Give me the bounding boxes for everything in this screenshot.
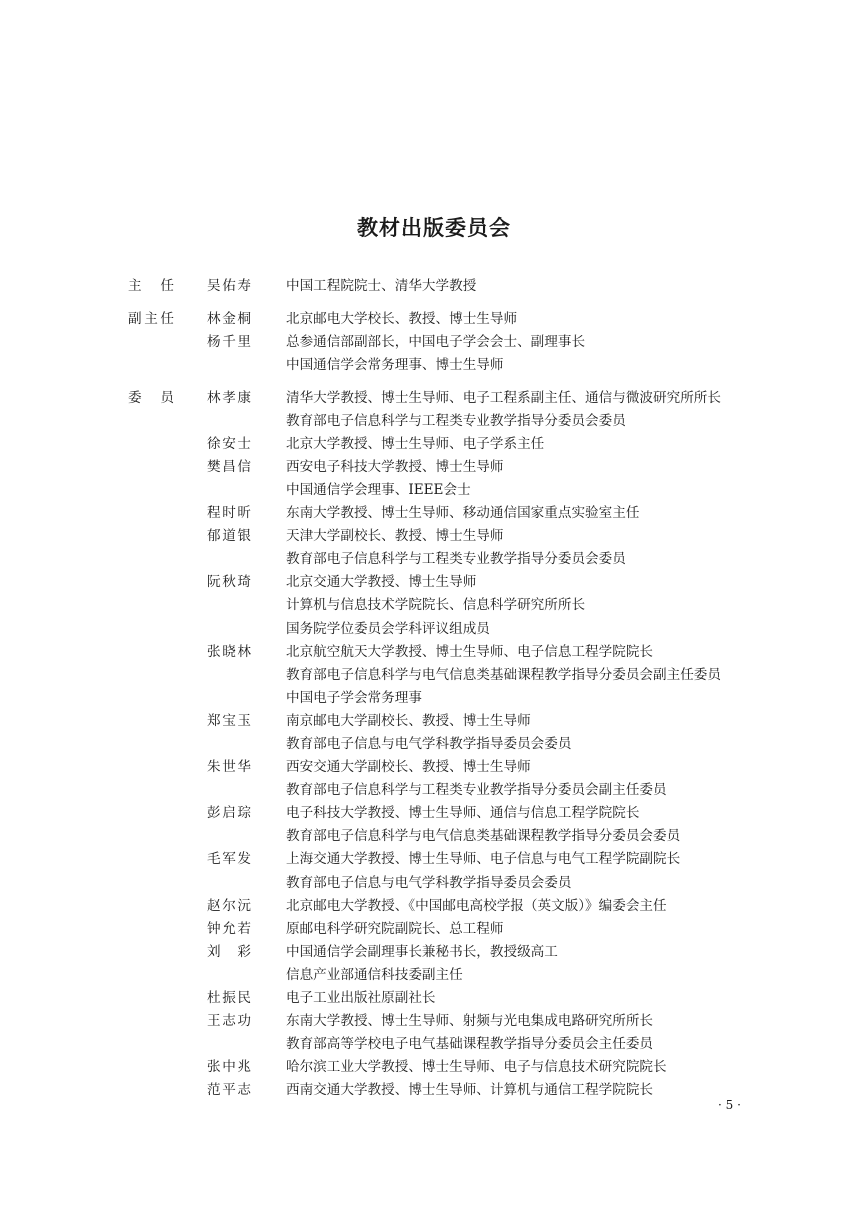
member-position: 中国通信学会副理事长兼秘书长，教授级高工: [286, 943, 558, 960]
committee-group: [0, 308, 868, 377]
member-name: 林孝康: [207, 389, 251, 406]
member-position: 上海交通大学教授、博士生导师、电子信息与电气工程学院副院长: [286, 851, 681, 868]
member-row: [0, 594, 868, 617]
member-name: 张晓林: [207, 643, 251, 660]
member-position: 原邮电科学研究院副院长、总工程师: [286, 920, 504, 937]
member-row: [0, 618, 868, 641]
member-position: 西安交通大学副校长、教授、博士生导师: [286, 759, 531, 776]
member-name: 樊昌信: [207, 458, 251, 475]
member-row: [0, 387, 868, 410]
member-row: [0, 918, 868, 941]
member-position: 东南大学教授、博士生导师、射频与光电集成电路研究所所长: [286, 1013, 654, 1030]
member-row: [0, 502, 868, 525]
member-position: 清华大学教授、博士生导师、电子工程系副主任、通信与微波研究所所长: [286, 389, 721, 406]
member-name: 阮秋琦: [207, 574, 251, 591]
member-name: 范平志: [207, 1082, 251, 1099]
member-position: 北京交通大学教授、博士生导师: [286, 574, 477, 591]
member-row: [0, 710, 868, 733]
member-name: 程时昕: [207, 505, 251, 522]
member-name: 郁道银: [207, 528, 251, 545]
member-name: 刘彩: [207, 943, 251, 960]
member-row: [0, 895, 868, 918]
member-position: 南京邮电大学副校长、教授、博士生导师: [286, 712, 531, 729]
member-row: [0, 848, 868, 871]
member-position: 中国工程院院士、清华大学教授: [286, 278, 477, 294]
member-name: 杨千里: [207, 333, 251, 350]
member-position: 天津大学副校长、教授、博士生导师: [286, 528, 504, 545]
member-position: 中国通信学会理事、IEEE会士: [286, 481, 471, 498]
member-position: 教育部电子信息科学与工程类专业教学指导分委员会委员: [286, 412, 626, 429]
member-position: 总参通信部副部长，中国电子学会会士、副理事长: [286, 333, 586, 350]
member-name: 毛军发: [207, 851, 251, 868]
page-title: 教材出版委员会: [357, 216, 511, 240]
member-name: 王志功: [207, 1013, 251, 1030]
member-row: [0, 1056, 868, 1079]
member-name: 赵尔沅: [207, 897, 251, 914]
member-row: [0, 802, 868, 825]
member-name: 彭启琮: [207, 805, 251, 822]
member-name: 钟允若: [207, 920, 251, 937]
member-name: 徐安士: [207, 435, 251, 452]
role-label: 委员: [128, 389, 174, 406]
member-position: 电子科技大学教授、博士生导师、通信与信息工程学院院长: [286, 805, 640, 822]
member-row: [0, 308, 868, 331]
member-position: 北京邮电大学教授、《中国邮电高校学报（英文版）》编委会主任: [286, 897, 667, 914]
member-row: [0, 433, 868, 456]
member-row: [0, 479, 868, 502]
member-name: 杜振民: [207, 990, 251, 1006]
member-row: [0, 525, 868, 548]
member-row: [0, 1010, 868, 1033]
page-number: · 5 ·: [718, 1098, 741, 1112]
committee-group: [0, 387, 868, 1103]
member-name: 张中兆: [207, 1059, 251, 1076]
member-row: [0, 941, 868, 964]
role-label: 主任: [128, 278, 174, 294]
member-row: [0, 571, 868, 594]
member-position: 教育部电子信息与电气学科教学指导委员会委员: [286, 735, 572, 752]
member-position: 中国通信学会常务理事、博士生导师: [286, 356, 504, 373]
member-position: 北京大学教授、博士生导师、电子学系主任: [286, 435, 545, 452]
member-row: [0, 548, 868, 571]
member-row: [0, 456, 868, 479]
member-name: 朱世华: [207, 759, 251, 776]
member-position: 信息产业部通信科技委副主任: [286, 966, 463, 983]
member-position: 北京航空航天大学教授、博士生导师、电子信息工程学院院长: [286, 643, 654, 660]
role-label: 副主任: [128, 310, 174, 327]
committee-list: [0, 275, 868, 1102]
member-row: [0, 756, 868, 779]
member-name: 吴佑寿: [207, 278, 251, 294]
member-position: 教育部高等学校电子电气基础课程教学指导分委员会主任委员: [286, 1036, 654, 1053]
member-name: 林金桐: [207, 310, 251, 327]
member-row: [0, 687, 868, 710]
member-position: 计算机与信息技术学院院长、信息科学研究所所长: [286, 597, 586, 614]
committee-group: [0, 275, 868, 298]
member-position: 东南大学教授、博士生导师、移动通信国家重点实验室主任: [286, 505, 640, 522]
member-position: 教育部电子信息科学与工程类专业教学指导分委员会委员: [286, 551, 626, 568]
member-row: [0, 641, 868, 664]
member-position: 北京邮电大学校长、教授、博士生导师: [286, 310, 518, 327]
member-row: [0, 410, 868, 433]
member-position: 哈尔滨工业大学教授、博士生导师、电子与信息技术研究院院长: [286, 1059, 667, 1076]
member-row: [0, 987, 868, 1010]
member-position: 西安电子科技大学教授、博士生导师: [286, 458, 504, 475]
member-row: [0, 825, 868, 848]
member-position: 教育部电子信息科学与工程类专业教学指导分委员会副主任委员: [286, 782, 667, 799]
member-row: [0, 733, 868, 756]
member-row: [0, 354, 868, 377]
member-position: 教育部电子信息与电气学科教学指导委员会委员: [286, 874, 572, 891]
member-row: [0, 779, 868, 802]
member-position: 教育部电子信息科学与电气信息类基础课程教学指导分委员会委员: [286, 828, 681, 845]
member-row: [0, 331, 868, 354]
member-row: [0, 275, 868, 298]
member-position: 西南交通大学教授、博士生导师、计算机与通信工程学院院长: [286, 1082, 654, 1099]
member-position: 电子工业出版社原副社长: [286, 990, 436, 1006]
member-position: 教育部电子信息科学与电气信息类基础课程教学指导分委员会副主任委员: [286, 666, 721, 683]
member-row: [0, 872, 868, 895]
member-position: 中国电子学会常务理事: [286, 689, 422, 706]
member-row: [0, 1033, 868, 1056]
member-row: [0, 964, 868, 987]
member-position: 国务院学位委员会学科评议组成员: [286, 620, 490, 637]
member-name: 郑宝玉: [207, 712, 251, 729]
member-row: [0, 664, 868, 687]
